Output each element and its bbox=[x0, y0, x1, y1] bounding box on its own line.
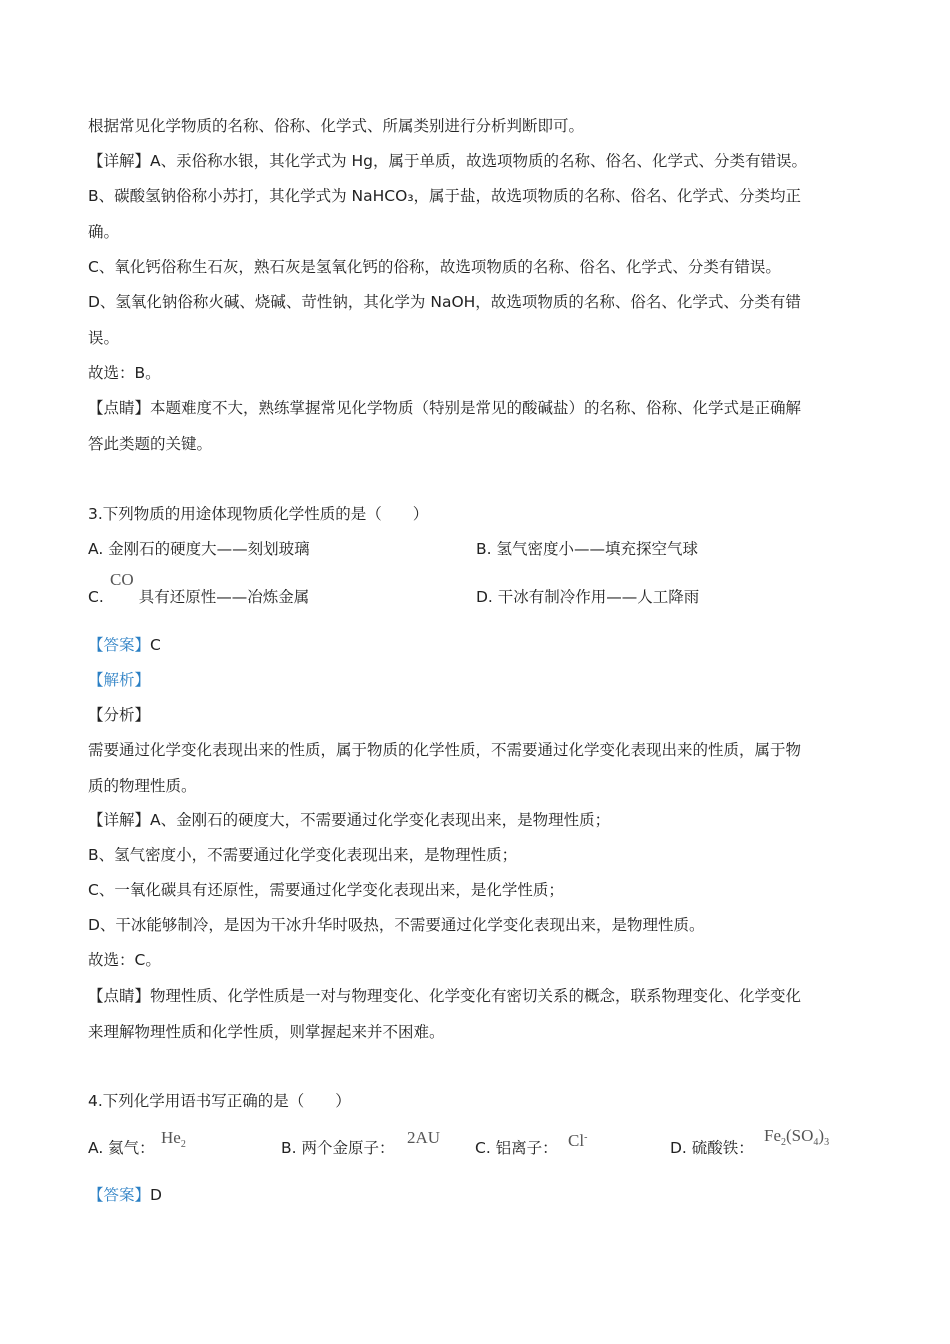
formula: CO bbox=[110, 570, 134, 589]
paragraph: C、一氧化碳具有还原性，需要通过化学变化表现出来，是化学性质； bbox=[88, 881, 564, 899]
paragraph: B、碳酸氢钠俗称小苏打，其化学式为 NaHCO₃，属于盐，故选项物质的名称、俗名、化学式、分类均正 bbox=[88, 187, 802, 205]
option-c-label: C. 铝离子： bbox=[475, 1139, 558, 1157]
paragraph: 【分析】 bbox=[88, 706, 151, 724]
paragraph: C、氧化钙俗称生石灰，熟石灰是氢氧化钙的俗称，故选项物质的名称、俗名、化学式、分类有错误。 bbox=[88, 258, 781, 276]
paragraph: 【详解】A、汞俗称水银，其化学式为 Hg，属于单质，故选项物质的名称、俗名、化学式、分类有错误。 bbox=[88, 152, 808, 170]
formula: Cl- bbox=[568, 1131, 588, 1150]
option-a-label: A. 氦气： bbox=[88, 1139, 155, 1157]
analysis-tag: 【解析】 bbox=[88, 671, 151, 689]
paragraph: 需要通过化学变化表现出来的性质，属于物质的化学性质，不需要通过化学变化表现出来的性质，属于物 bbox=[88, 741, 802, 759]
option-d-label: D. 硫酸铁： bbox=[670, 1139, 754, 1157]
paragraph: 根据常见化学物质的名称、俗称、化学式、所属类别进行分析判断即可。 bbox=[88, 117, 585, 135]
answer-tag: 【答案】 bbox=[88, 636, 151, 654]
paragraph: 确。 bbox=[88, 223, 120, 241]
paragraph: B、氢气密度小，不需要通过化学变化表现出来，是物理性质； bbox=[88, 846, 518, 864]
paragraph: 误。 bbox=[88, 329, 120, 347]
paragraph: 来理解物理性质和化学性质，则掌握起来并不困难。 bbox=[88, 1023, 445, 1041]
paragraph: 【点睛】本题难度不大，熟练掌握常见化学物质（特别是常见的酸碱盐）的名称、俗称、化学式是正确解 bbox=[88, 399, 802, 417]
option-a bbox=[88, 1128, 186, 1159]
question-stem: 4.下列化学用语书写正确的是（ ） bbox=[88, 1092, 351, 1110]
option-d: D. 干冰有制冷作用——人工降雨 bbox=[476, 588, 700, 606]
answer-tag: 【答案】 bbox=[88, 1186, 151, 1204]
answer-value: D bbox=[150, 1186, 162, 1204]
formula: $Fe_2(SO_4)_3$ bbox=[764, 1126, 830, 1148]
option-b bbox=[281, 1128, 441, 1159]
formula: $He_2$ bbox=[161, 1128, 186, 1150]
option-c bbox=[475, 1131, 588, 1159]
option-b-label: B. 两个金原子： bbox=[281, 1139, 395, 1157]
option-c-label: C. bbox=[88, 588, 104, 606]
answer-value: C bbox=[150, 636, 161, 654]
option-a: A. 金刚石的硬度大——刻划玻璃 bbox=[88, 540, 310, 558]
paragraph: 故选：C。 bbox=[88, 951, 161, 969]
answer bbox=[88, 1184, 162, 1206]
option-d bbox=[670, 1126, 830, 1159]
paragraph: 故选：B。 bbox=[88, 364, 161, 382]
option-b: B. 氢气密度小——填充探空气球 bbox=[476, 540, 698, 558]
paragraph: D、氢氧化钠俗称火碱、烧碱、苛性钠，其化学为 NaOH，故选项物质的名称、俗名、化学式、分类有错 bbox=[88, 293, 801, 311]
paragraph: 答此类题的关键。 bbox=[88, 435, 213, 453]
paragraph: D、干冰能够制冷，是因为干冰升华时吸热，不需要通过化学变化表现出来，是物理性质。 bbox=[88, 916, 705, 934]
formula: 2AU bbox=[407, 1128, 441, 1147]
option-c-text: 具有还原性——冶炼金属 bbox=[138, 588, 310, 606]
option-c bbox=[88, 570, 310, 608]
paragraph: 【点睛】物理性质、化学性质是一对与物理变化、化学变化有密切关系的概念，联系物理变化、化学变化 bbox=[88, 987, 802, 1005]
answer bbox=[88, 634, 161, 656]
paragraph: 【详解】A、金刚石的硬度大，不需要通过化学变化表现出来，是物理性质； bbox=[88, 811, 611, 829]
question-stem: 3.下列物质的用途体现物质化学性质的是（ ） bbox=[88, 505, 429, 523]
paragraph: 质的物理性质。 bbox=[88, 777, 197, 795]
